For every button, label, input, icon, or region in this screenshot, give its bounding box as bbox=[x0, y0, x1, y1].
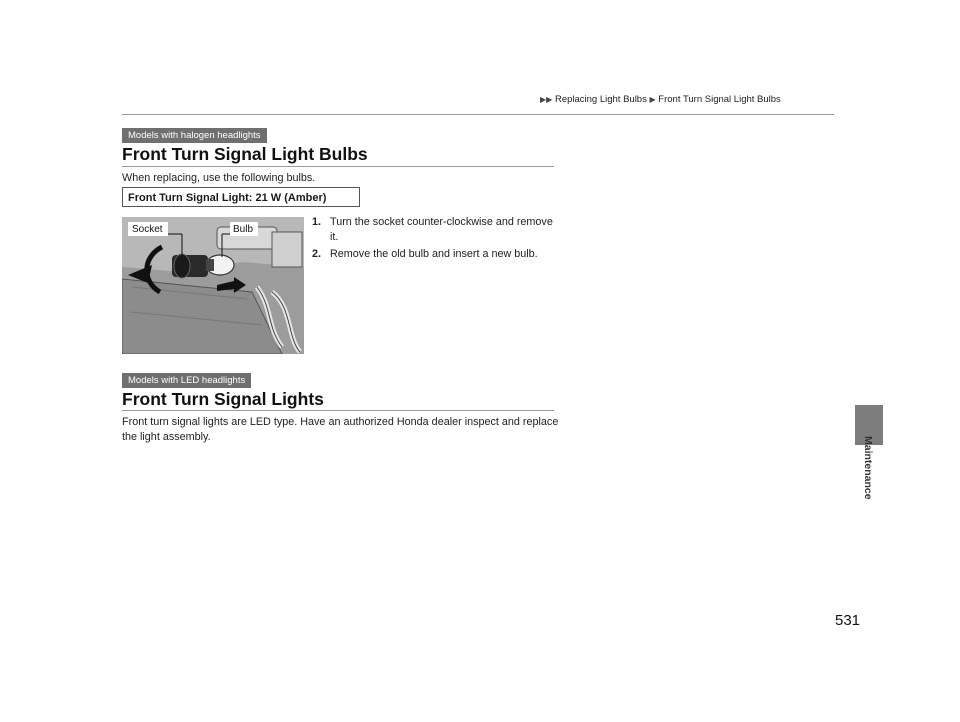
step-number: 1. bbox=[312, 216, 322, 228]
triangle-icon: ▶ bbox=[649, 95, 656, 104]
section-rule bbox=[122, 166, 554, 167]
step-text: Remove the old bulb and insert a new bulb. bbox=[330, 248, 538, 260]
intro-text: When replacing, use the following bulbs. bbox=[122, 172, 316, 184]
step-number: 2. bbox=[312, 248, 322, 260]
model-tag-led: Models with LED headlights bbox=[122, 373, 251, 388]
socket-label: Socket bbox=[132, 224, 163, 235]
breadcrumb-parent: Replacing Light Bulbs bbox=[554, 94, 647, 105]
page-number: 531 bbox=[835, 612, 861, 629]
breadcrumb-current: Front Turn Signal Light Bulbs bbox=[658, 94, 781, 105]
step-item bbox=[312, 215, 562, 245]
model-tag-halogen: Models with halogen headlights bbox=[122, 128, 267, 143]
section-title-bulbs: Front Turn Signal Light Bulbs bbox=[122, 144, 368, 164]
header-rule bbox=[122, 114, 834, 115]
step-item bbox=[312, 247, 562, 262]
sidebar-label: Maintenance bbox=[862, 436, 874, 500]
section-rule bbox=[122, 410, 554, 411]
steps-list bbox=[312, 215, 562, 264]
breadcrumb bbox=[540, 94, 781, 105]
bulb-spec-box: Front Turn Signal Light: 21 W (Amber) bbox=[122, 187, 360, 207]
led-text: Front turn signal lights are LED type. Have an authorized Honda dealer inspect and replace the light assembly. bbox=[122, 416, 559, 443]
step-text: Turn the socket counter-clockwise and remove it. bbox=[330, 216, 553, 243]
section-title-lights: Front Turn Signal Lights bbox=[122, 389, 324, 409]
bulb-label: Bulb bbox=[233, 224, 254, 235]
turn-signal-illustration bbox=[122, 217, 304, 354]
triangle-icon: ▶▶ bbox=[540, 95, 553, 104]
